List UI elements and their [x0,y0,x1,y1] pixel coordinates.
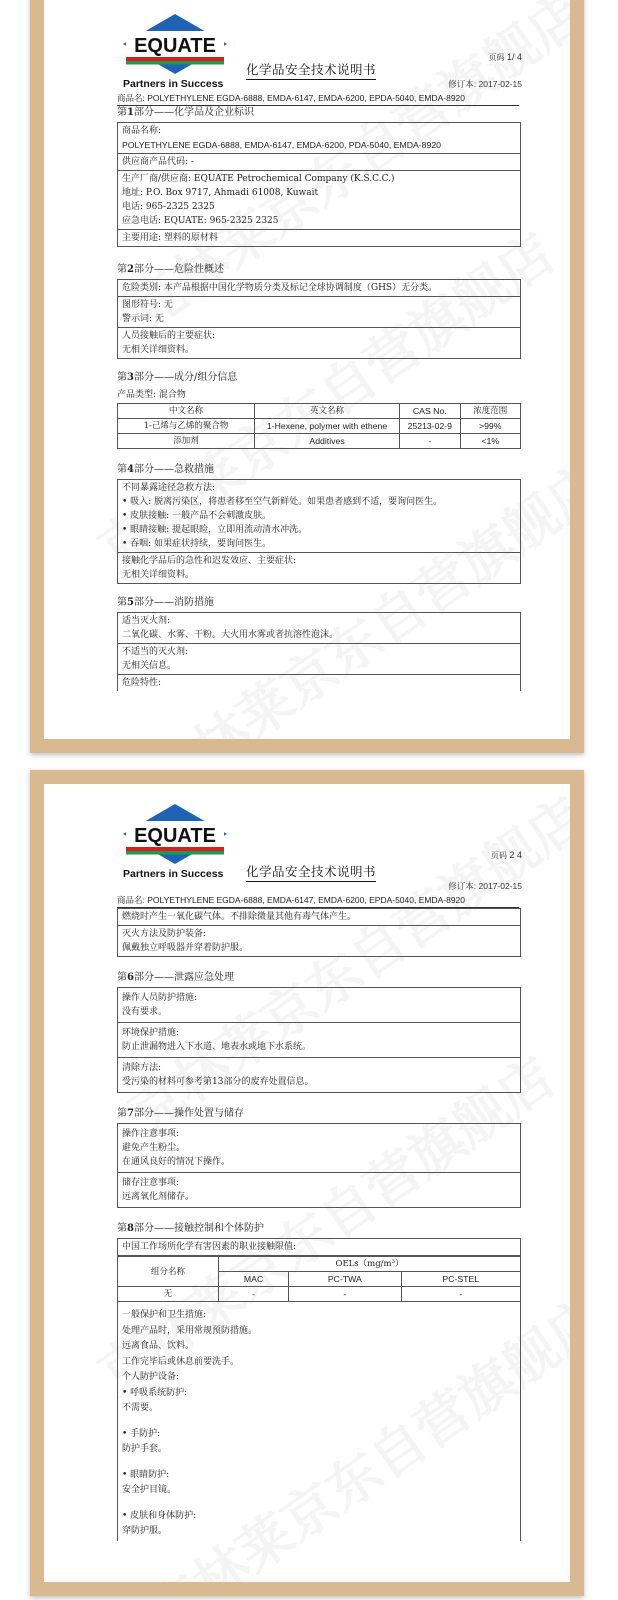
section-row: 图形符号: 无 警示词: 无 [118,297,520,328]
section-row: 主要用途: 塑料的原材料 [122,233,218,243]
table-header: PC-TWA [289,1272,401,1287]
section-4-box [117,479,521,584]
section-heading: 第4部分——急救措施 [117,464,214,475]
section-row: 人员接触后的主要症状: 无相关详细资料。 [122,331,216,355]
section-7-box [117,1123,521,1208]
logo-emblem-icon [123,804,227,864]
section-row: 危险类别: 本产品根据中国化学物质分类及标记全球协调制度（GHS）无分类。 [118,280,520,297]
text-line [122,1458,516,1468]
section-row: 燃烧时产生一氧化碳气体。不排除微量其他有毒气体产生。 [118,909,520,926]
text-line: 防护手套。 [122,1444,168,1454]
text-line: 安全护目镜。 [122,1485,177,1495]
table-header: 中文名称 [118,404,255,419]
section-heading: 第6部分——泄露应急处理 [117,972,234,983]
text-line: 不需要。 [122,1403,159,1413]
text-line: 个人防护设备: [122,1372,180,1382]
equate-logo [123,14,227,90]
page-number-label: 页码 [488,53,505,62]
table-cell: 25213-02-9 [400,419,460,434]
product-name-header: 商品名: POLYETHYLENE EGDA-6888, EMDA-6147, EMDA-6200, EPDA-5040, EMDA-8920 [117,92,519,106]
table-cell: >99% [460,419,520,434]
document-page-1 [30,0,584,753]
section-row: 灭火方法及防护装备: 佩戴独立呼吸器并穿着防护服。 [122,929,249,953]
logo-text: EQUATE [134,35,216,57]
page-number-label: 页码 [490,851,507,860]
equate-logo [123,804,227,880]
section-row: 中国工作场所化学有害因素的职业接触限值: [118,1239,520,1256]
table-cell: - [219,1287,289,1302]
section-8-box [117,1238,521,1541]
text-line [122,1499,516,1509]
table-header: PC-STEL [401,1272,520,1287]
section-row: 生产厂商/供应商: EQUATE Petrochemical Company (K.S.C.C.) 地址: P.O. Box 9717, Ahmadi 61008, Kuwait 电话: 965-2325 2325 应急电话: EQUATE: 965-2325 2325 [118,171,520,230]
section-5-box [117,612,521,691]
table-header: CAS No. [400,404,460,419]
section-row: 供应商产品代码: - [118,154,520,171]
table-cell: 1-Hexene, polymer with ethene [255,419,400,434]
revision-date: 修订本: 2017-02-15 [448,79,522,89]
text-line: 一般保护和卫生措施: [122,1310,207,1320]
text-line: 远离食品、饮料。 [122,1341,195,1351]
table-cell: - [400,434,460,449]
table-header: 浓度范围 [460,404,520,419]
section-row: 储存注意事项: 远离氧化剂储存。 [122,1178,195,1202]
logo-emblem-icon [123,14,227,74]
text-line: 穿防护服。 [122,1526,168,1536]
table-header-row [118,404,521,419]
table-header: 英文名称 [255,404,400,419]
table-cell: <1% [460,434,520,449]
section-5-continued-box [117,908,521,957]
logo-tagline: Partners in Success [123,868,224,880]
text-line [122,1417,516,1427]
page-number-value: 2 4 [509,850,522,860]
section-heading: 第1部分——化学品及企业标识 [117,107,254,118]
section-heading: 第3部分——成分/组分信息 [117,372,238,383]
table-cell: - [289,1287,401,1302]
logo-tagline: Partners in Success [123,78,224,90]
table-header: MAC [219,1272,289,1287]
section-row: 接触化学品后的急性和迟发效应、主要症状: 无相关详细资料。 [122,556,297,580]
text-line: • 眼睛防护: [122,1469,170,1480]
section-heading: 第7部分——操作处置与储存 [117,1108,244,1119]
page-1-content [117,104,521,691]
page-number-value: 1/ 4 [506,52,522,62]
table-row [118,419,521,434]
section-2-box [117,279,521,359]
list-item: • 吸入: 脱离污染区，将患者移至空气新鲜处。如果患者感到不适，要询问医生。 [122,497,443,507]
section-6-box [117,987,521,1093]
table-row [118,434,521,449]
composition-table [117,403,521,449]
document-page-2 [30,770,584,1596]
logo-text: EQUATE [134,825,216,847]
section-heading: 第8部分——接触控制和个体防护 [117,1223,264,1234]
section-heading: 第2部分——危险性概述 [117,264,224,275]
table-cell: - [401,1287,520,1302]
section-row: 操作注意事项: 避免产生粉尘。 在通风良好的情况下操作。 [118,1124,520,1173]
table-header-row [118,1257,520,1272]
product-name-header: 商品名: POLYETHYLENE EGDA-6888, EMDA-6147, EMDA-6200, EPDA-5040, EMDA-8920 [117,894,519,908]
section-row: 不适当的灭火剂: 无相关信息。 [118,644,520,675]
page-number [491,850,522,861]
section-row: 清除方法: 受污染的材料可参考第13部分的废弃处置信息。 [122,1063,314,1087]
list-item: • 眼睛接触: 提起眼睑，立即用流动清水冲洗。 [122,525,308,535]
section-row: 环境保护措施: 防止泄漏物进入下水道、地表水或地下水系统。 [118,1023,520,1058]
page-number [488,52,522,63]
text-line: 工作完毕后或休息前要洗手。 [122,1356,240,1367]
table-cell: 1-己烯与乙烯的聚合物 [118,419,255,434]
page-title: 化学品安全技术说明书 [246,862,376,882]
text-line: • 皮肤和身体防护: [122,1510,197,1521]
revision-date: 修订本: 2017-02-15 [448,881,522,891]
section-row: 适当灭火剂: 二氧化碳、水雾、干粉。大火用水雾或者抗溶性泡沫。 [118,613,520,644]
protection-measures [118,1302,520,1541]
section-row: 商品名称: POLYETHYLENE EGDA-6888, EMDA-6147, EMDA-6200, PDA-5040, EMDA-8920 [118,123,520,154]
section-heading: 第5部分——消防措施 [117,597,214,608]
text-line: • 手防护: [122,1428,161,1439]
list-item: • 皮肤接触: 一般产品不会刺激皮肤。 [122,511,272,521]
table-cell: 无 [118,1287,219,1302]
table-header: 组分名称 [118,1257,219,1287]
product-type: 产品类型: 混合物 [117,390,186,400]
oel-table [118,1256,520,1302]
page-title: 化学品安全技术说明书 [246,60,376,80]
table-row [118,1287,520,1302]
text-line: • 呼吸系统防护: [122,1387,188,1398]
table-cell: 添加剂 [118,434,255,449]
section-row: 不同暴露途径急救方法: • 吸入: 脱离污染区，将患者移至空气新鲜处。如果患者感到不适，要询问医生。 • 皮肤接触: 一般产品不会刺激皮肤。 • 眼睛接触: 提起眼睑，立即用流动清水冲洗。 • 吞咽: 如果症状持续，要询问医生。 [118,480,520,553]
section-1-box [117,122,521,247]
list-item: • 吞咽: 如果症状持续，要询问医生。 [122,539,272,549]
table-cell: Additives [255,434,400,449]
section-row: 危险特性: [122,678,162,688]
text-line: 处理产品时，采用常规预防措施。 [122,1325,258,1336]
table-header: OELs（mg/m³） [219,1257,521,1272]
page-2-content [117,908,521,1541]
section-row: 操作人员防护措施: 没有要求。 [118,988,520,1023]
